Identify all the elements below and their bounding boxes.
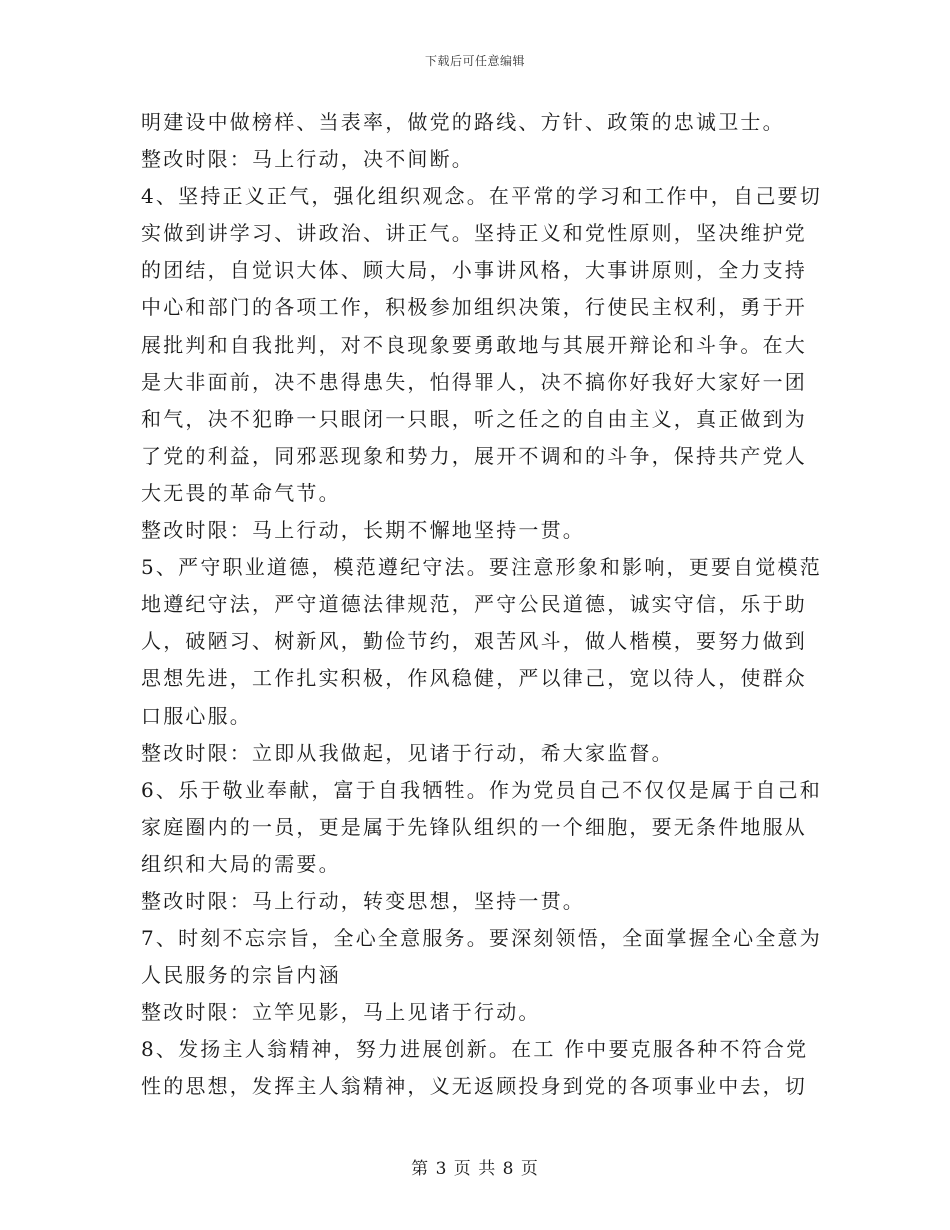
- text-line: 整改时限：马上行动，决不间断。: [141, 147, 474, 172]
- text-line: 口服心服。: [141, 703, 252, 728]
- text-line: 中心和部门的各项工作，积极参加组织决策，行使民主权利，勇于开: [141, 295, 807, 320]
- text-line: 人，破陋习、树新风，勤俭节约，艰苦风斗，做人楷模，要努力做到: [141, 629, 807, 654]
- text-line: 地遵纪守法，严守道德法律规范，严守公民道德，诚实守信，乐于助: [141, 592, 807, 617]
- text-line: 和气，决不犯睁一只眼闭一只眼，听之任之的自由主义，真正做到为: [141, 406, 807, 431]
- text-line: 组织和大局的需要。: [141, 851, 341, 876]
- text-line: 8、发扬主人翁精神，努力进展创新。在工 作中要克服各种不符合党: [141, 1037, 809, 1062]
- text-line: 家庭圈内的一员，更是属于先锋队组织的一个细胞，要无条件地服从: [141, 814, 807, 839]
- text-line: 4、坚持正义正气，强化组织观念。在平常的学习和工作中，自己要切: [141, 184, 822, 209]
- page-number: 第 3 页 共 8 页: [411, 1159, 539, 1179]
- text-line: 7、时刻不忘宗旨，全心全意服务。要深刻领悟，全面掌握全心全意为: [141, 926, 822, 951]
- text-line: 大无畏的革命气节。: [141, 480, 341, 505]
- page-header-note: 下载后可任意编辑: [424, 54, 525, 68]
- text-line: 整改时限：立竿见影，马上见诸于行动。: [141, 1000, 541, 1025]
- text-line: 整改时限：立即从我做起，见诸于行动，希大家监督。: [141, 740, 674, 765]
- text-line: 明建设中做榜样、当表率，做党的路线、方针、政策的忠诚卫士。: [141, 110, 785, 134]
- text-line: 性的思想，发挥主人翁精神，义无返顾投身到党的各项事业中去，切: [141, 1074, 807, 1099]
- text-line: 是大非面前，决不患得患失，怕得罪人，决不搞你好我好大家好一团: [141, 369, 807, 394]
- text-line: 人民服务的宗旨内涵: [141, 963, 341, 988]
- text-line: 5、严守职业道德，模范遵纪守法。要注意形象和影响，更要自觉模范: [141, 555, 822, 580]
- text-line: 整改时限：马上行动，转变思想，坚持一贯。: [141, 888, 585, 913]
- text-line: 6、乐于敬业奉献，富于自我牺牲。作为党员自己不仅仅是属于自己和: [141, 777, 822, 802]
- document-body: [141, 104, 822, 1106]
- text-line: 实做到讲学习、讲政治、讲正气。坚持正义和党性原则，坚决维护党: [141, 221, 807, 246]
- text-line: 思想先进，工作扎实积极，作风稳健，严以律己，宽以待人，使群众: [141, 666, 807, 691]
- text-line: 的团结，自觉识大体、顾大局，小事讲风格，大事讲原则，全力支持: [141, 258, 807, 283]
- text-line: 整改时限：马上行动，长期不懈地坚持一贯。: [141, 518, 585, 543]
- text-line: 了党的利益，同邪恶现象和势力，展开不调和的斗争，保持共产党人: [141, 443, 807, 468]
- text-line: 展批判和自我批判，对不良现象要勇敢地与其展开辩论和斗争。在大: [141, 332, 807, 357]
